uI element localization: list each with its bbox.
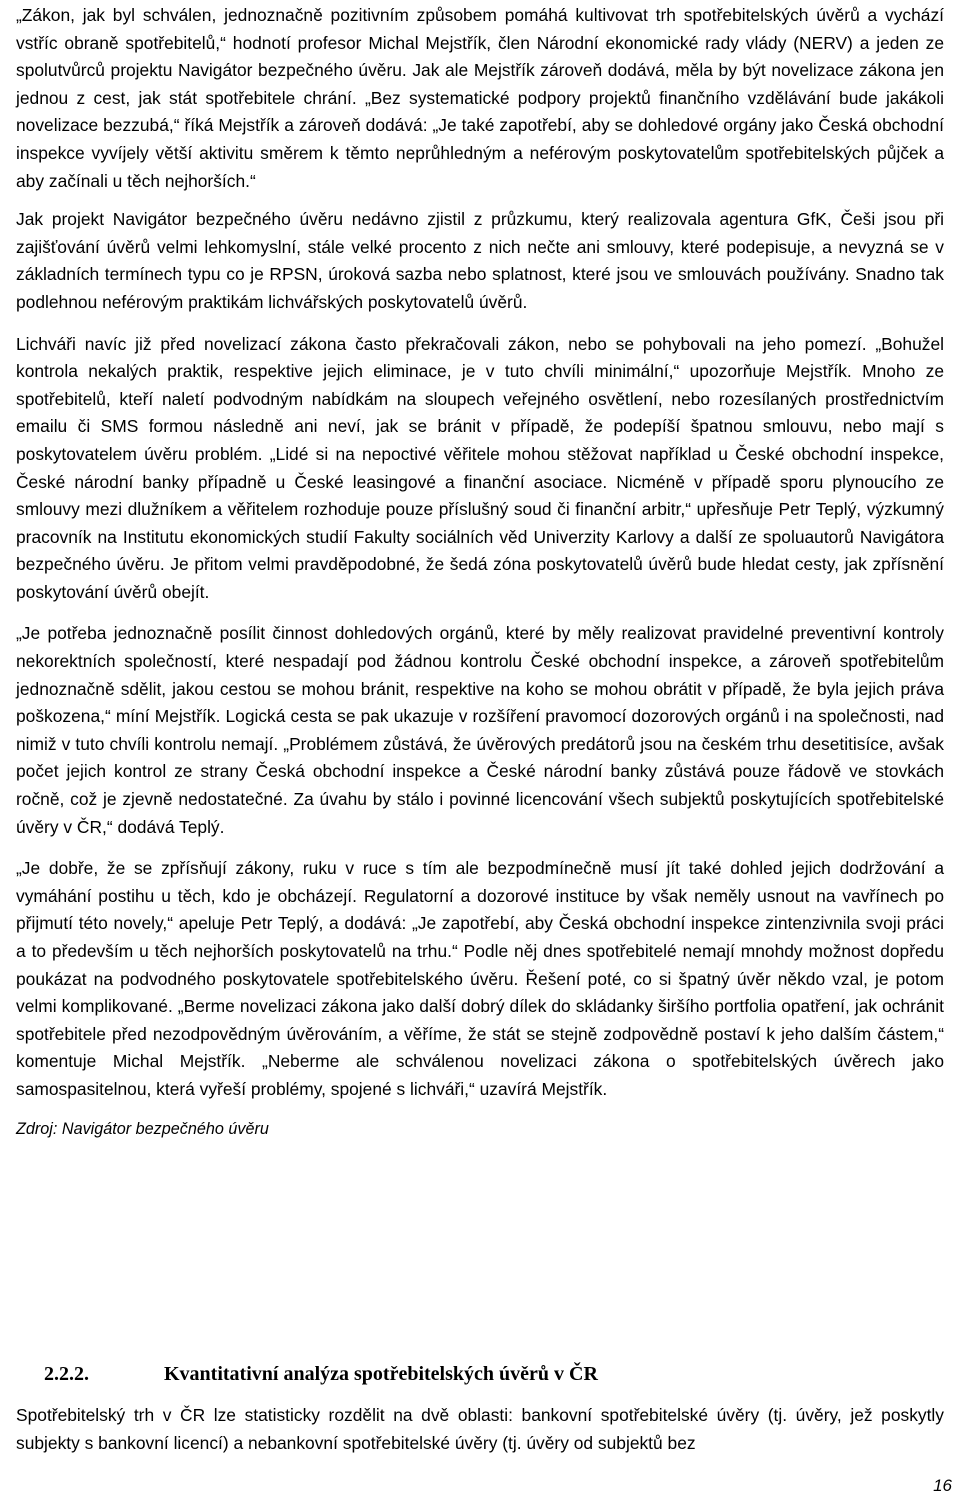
section-heading [44, 1360, 598, 1388]
source-note: Zdroj: Navigátor bezpečného úvěru [16, 1119, 269, 1138]
section-number: 2.2.2. [44, 1363, 89, 1385]
paragraph-1: „Zákon, jak byl schválen, jednoznačně pozitivním způsobem pomáhá kultivovat trh spotřebitelských úvěrů a vychází vstříc obraně spotřebitelů,“ hodnotí profesor Michal Mejstřík, člen Národní ekonomické rady vlády (NERV) a jeden ze spolutvůrců projektu Navigátor bezpečného úvěru. Jak ale Mejstřík zároveň dodává, měla by být novelizace zákona jen jednou z cest, jak stát spotřebitele chrání. „Bez systematické podpory projektů finančního vzdělávání bude jakákoli novelizace bezzubá,“ říká Mejstřík a zároveň dodává: „Je také zapotřebí, aby se dohledové orgány jako Česká obchodní inspekce vyvíjely větší aktivitu směrem k těmto neprůhledným a neférovým poskytovatelům spotřebitelských půjček a aby začínali u těch nejhorších.“ [16, 5, 944, 191]
paragraph-5: „Je dobře, že se zpřísňují zákony, ruku v ruce s tím ale bezpodmínečně musí jít také dohled jejich dodržování a vymáhání postihu u těch, kdo je obcházejí. Regulatorní a dozorové instituce by však neměly usnout na vavřínech po přijmutí této novely,“ apeluje Petr Teplý, a dodává: „Je zapotřebí, aby Česká obchodní inspekce zintenzivnila svoji práci a to především u těch nejhorších poskytovatelů na trhu.“ Podle něj dnes spotřebitelé nemají mnohdy možnost dopředu poukázat na podvodného poskytovatele spotřebitelského úvěru. Řešení poté, co si špatný úvěr někdo vzal, je potom velmi komplikované. „Berme novelizaci zákona jako další dobrý dílek do skládanky širšího portfolia opatření, jak ochránit spotřebitele před nezodpovědným úvěrováním, a věříme, že stát se stejně zodpovědně postaví k jeho dalším částem,“ komentuje Michal Mejstřík. „Neberme ale schválenou novelizaci zákona o spotřebitelských úvěrech jako samospasitelnou, která vyřeší problémy, spojené s lichváři,“ uzavírá Mejstřík. [16, 858, 944, 1099]
page-number: 16 [933, 1476, 952, 1495]
section-paragraph: Spotřebitelský trh v ČR lze statisticky rozdělit na dvě oblasti: bankovní spotřebitelské úvěry (tj. úvěry, jež poskytly subjekty s bankovní licencí) a nebankovní spotřebitelské úvěry (tj. úvěry od subjektů bez [16, 1405, 944, 1453]
document-body [16, 2, 944, 1140]
section-title: Kvantitativní analýza spotřebitelských úvěrů v ČR [164, 1363, 598, 1385]
paragraph-4: „Je potřeba jednoznačně posílit činnost dohledových orgánů, které by měly realizovat pravidelné preventivní kontroly nekorektních společností, které nespadají pod žádnou kontrolu České obchodní inspekce, a zároveň spotřebitelům jednoznačně sdělit, jakou cestou se mohou bránit, respektive na koho se mohou obrátit v případě, že byla jejich práva poškozena,“ míní Mejstřík. Logická cesta se pak ukazuje v rozšíření pravomocí dozorových orgánů i na společnosti, nad nimiž v tuto chvíli kontrolu nemají. „Problémem zůstává, že úvěrových predátorů jsou na českém trhu desetitisíce, avšak počet jejich kontrol ze strany Česká obchodní inspekce a České národní banky zůstává pouze řádově ve stovkách ročně, což je zjevně nedostatečné. Za úvahu by stálo i povinné licencování všech subjektů poskytujících spotřebitelské úvěry v ČR,“ dodává Teplý. [16, 623, 944, 837]
paragraph-2: Jak projekt Navigátor bezpečného úvěru nedávno zjistil z průzkumu, který realizovala agentura GfK, Češi jsou při zajišťování úvěrů velmi lehkomyslní, stále velké procento z nich nečte ani smlouvy, které podepisuje, a nevyzná se v základních termínech typu co je RPSN, úroková sazba nebo splatnost, které jsou ve smlouvách používány. Snadno tak podlehnou neférovým praktikám lichvářských poskytovatelů úvěrů. [16, 209, 944, 312]
paragraph-3: Lichváři navíc již před novelizací zákona často překračovali zákon, nebo se pohybovali na jeho pomezí. „Bohužel kontrola nekalých praktik, respektive jejich eliminace, je v tuto chvíli minimální,“ upozorňuje Mejstřík. Mnoho ze spotřebitelů, kteří naletí podvodným nabídkám na sloupech veřejného osvětlení, nebo rozesílaných prostřednictvím emailu či SMS formou následně ani neví, jak se bránit v případě, že podepíší špatnou smlouvu, nebo mají s poskytovatelem úvěru problém. „Lidé si na nepoctivé věřitele mohou stěžovat například u České obchodní inspekce, České národní banky případně u České leasingové a finanční asociace. Nicméně v případě sporu plynoucího ze smlouvy mezi dlužníkem a věřitelem rozhoduje pouze příslušný soud či finanční arbitr,“ upřesňuje Petr Teplý, výzkumný pracovník na Institutu ekonomických studií Fakulty sociálních věd Univerzity Karlovy a další ze spoluautorů Navigátora bezpečného úvěru. Je přitom velmi pravděpodobné, že šedá zóna poskytovatelů úvěrů bude hledat cesty, jak zpřísnění poskytování úvěrů obejít. [16, 333, 944, 602]
section-body [16, 1402, 944, 1457]
